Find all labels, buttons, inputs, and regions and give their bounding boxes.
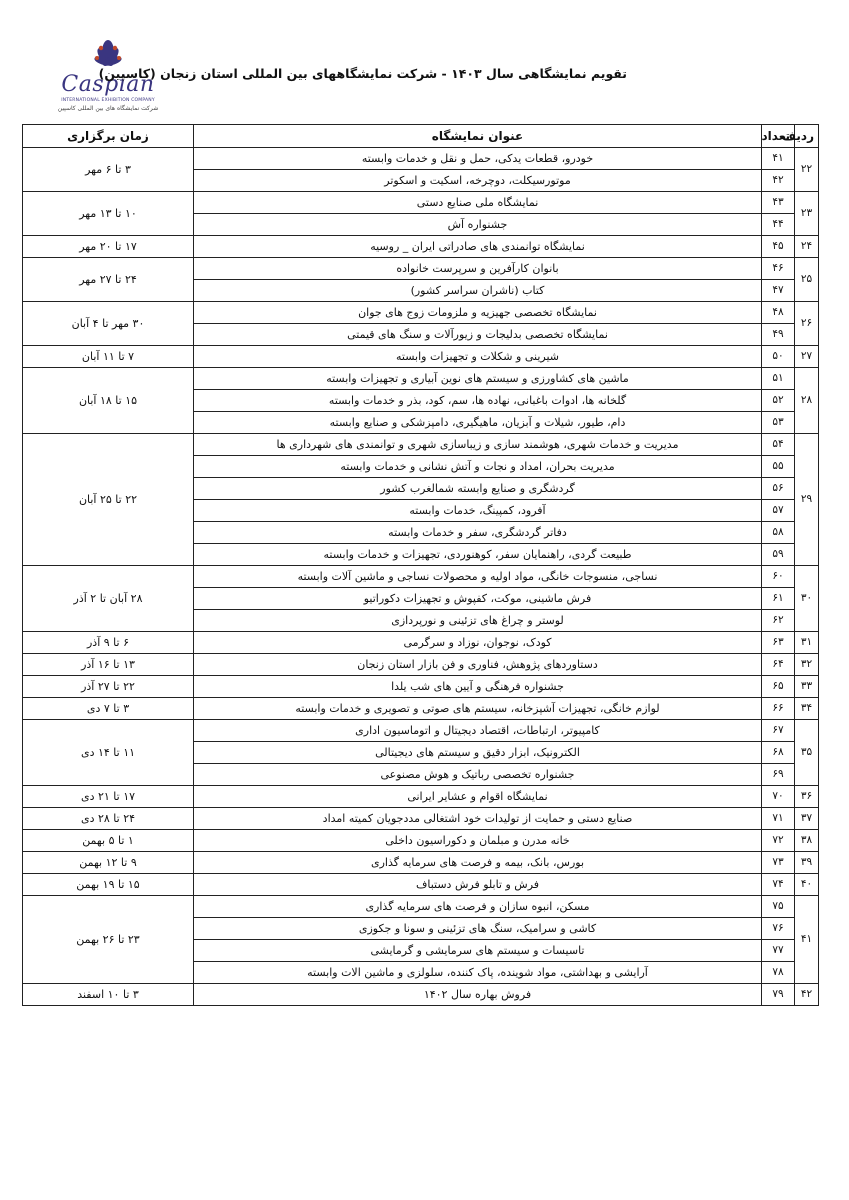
exhibition-title-cell: تاسیسات و سیستم های سرمایشی و گرمایشی — [194, 940, 762, 962]
row-number-cell: ۳۴ — [795, 698, 819, 720]
table-row — [23, 346, 819, 368]
header-row-number: ردیف — [795, 125, 819, 148]
table-row — [23, 676, 819, 698]
count-cell: ۶۷ — [762, 720, 795, 742]
exhibition-title-cell: نمایشگاه اقوام و عشایر ایرانی — [194, 786, 762, 808]
exhibition-title-cell: کامپیوتر، ارتباطات، اقتصاد دیجیتال و اتوماسیون اداری — [194, 720, 762, 742]
count-cell: ۷۴ — [762, 874, 795, 896]
exhibition-title-cell: نساجی، منسوجات خانگی، مواد اولیه و محصولات نساجی و ماشین آلات وابسته — [194, 566, 762, 588]
row-number-cell: ۲۲ — [795, 148, 819, 192]
date-cell: ۳ تا ۱۰ اسفند — [23, 984, 194, 1006]
count-cell: ۵۲ — [762, 390, 795, 412]
table-row — [23, 258, 819, 280]
count-cell: ۶۰ — [762, 566, 795, 588]
table-row — [23, 302, 819, 324]
exhibition-title-cell: مدیریت و خدمات شهری، هوشمند سازی و زیباسازی شهری و توانمندی های شهرداری ها — [194, 434, 762, 456]
date-cell: ۱۷ تا ۲۰ مهر — [23, 236, 194, 258]
exhibition-title-cell: کاشی و سرامیک، سنگ های تزئینی و سونا و جکوزی — [194, 918, 762, 940]
table-row — [23, 632, 819, 654]
exhibition-title-cell: فرش و تابلو فرش دستباف — [194, 874, 762, 896]
row-number-cell: ۳۵ — [795, 720, 819, 786]
date-cell: ۱۱ تا ۱۴ دی — [23, 720, 194, 786]
count-cell: ۴۲ — [762, 170, 795, 192]
row-number-cell: ۳۰ — [795, 566, 819, 632]
table-header-row — [23, 125, 819, 148]
count-cell: ۵۱ — [762, 368, 795, 390]
date-cell: ۱۵ تا ۱۹ بهمن — [23, 874, 194, 896]
count-cell: ۶۳ — [762, 632, 795, 654]
count-cell: ۵۹ — [762, 544, 795, 566]
row-number-cell: ۴۰ — [795, 874, 819, 896]
exhibition-title-cell: آفرود، کمپینگ، خدمات وابسته — [194, 500, 762, 522]
count-cell: ۷۳ — [762, 852, 795, 874]
exhibition-title-cell: دستاوردهای پژوهش، فناوری و فن بازار استان زنجان — [194, 654, 762, 676]
table-row — [23, 830, 819, 852]
table-row — [23, 192, 819, 214]
row-number-cell: ۳۸ — [795, 830, 819, 852]
count-cell: ۶۹ — [762, 764, 795, 786]
date-cell: ۱۳ تا ۱۶ آذر — [23, 654, 194, 676]
date-cell: ۲۳ تا ۲۶ بهمن — [23, 896, 194, 984]
logo-wordmark: Caspian — [61, 72, 155, 97]
count-cell: ۵۳ — [762, 412, 795, 434]
count-cell: ۷۱ — [762, 808, 795, 830]
table-row — [23, 874, 819, 896]
row-number-cell: ۲۹ — [795, 434, 819, 566]
exhibition-title-cell: نمایشگاه تخصصی جهیزیه و ملزومات زوج های جوان — [194, 302, 762, 324]
date-cell: ۲۴ تا ۲۷ مهر — [23, 258, 194, 302]
exhibition-title-cell: نمایشگاه توانمندی های صادراتی ایران _ روسیه — [194, 236, 762, 258]
count-cell: ۴۶ — [762, 258, 795, 280]
row-number-cell: ۲۵ — [795, 258, 819, 302]
row-number-cell: ۴۱ — [795, 896, 819, 984]
date-cell: ۷ تا ۱۱ آبان — [23, 346, 194, 368]
exhibition-title-cell: خانه مدرن و مبلمان و دکوراسیون داخلی — [194, 830, 762, 852]
table-row — [23, 808, 819, 830]
exhibition-title-cell: نمایشگاه ملی صنایع دستی — [194, 192, 762, 214]
exhibition-title-cell: دام، طیور، شیلات و آبزیان، ماهیگیری، دامپزشکی و صنایع وابسته — [194, 412, 762, 434]
count-cell: ۶۱ — [762, 588, 795, 610]
count-cell: ۶۵ — [762, 676, 795, 698]
exhibition-title-cell: جشنواره فرهنگی و آیین های شب یلدا — [194, 676, 762, 698]
table-row — [23, 434, 819, 456]
exhibition-title-cell: لوستر و چراغ های تزئینی و نورپردازی — [194, 610, 762, 632]
row-number-cell: ۳۷ — [795, 808, 819, 830]
count-cell: ۴۳ — [762, 192, 795, 214]
date-cell: ۲۸ آبان تا ۲ آذر — [23, 566, 194, 632]
count-cell: ۷۸ — [762, 962, 795, 984]
header-count: تعداد — [762, 125, 795, 148]
count-cell: ۶۲ — [762, 610, 795, 632]
count-cell: ۴۴ — [762, 214, 795, 236]
count-cell: ۷۶ — [762, 918, 795, 940]
date-cell: ۳ تا ۶ مهر — [23, 148, 194, 192]
count-cell: ۴۸ — [762, 302, 795, 324]
exhibition-title-cell: بانوان کارآفرین و سرپرست خانواده — [194, 258, 762, 280]
count-cell: ۴۹ — [762, 324, 795, 346]
table-row — [23, 852, 819, 874]
table-row — [23, 236, 819, 258]
date-cell: ۱۰ تا ۱۳ مهر — [23, 192, 194, 236]
table-row — [23, 786, 819, 808]
date-cell: ۱۵ تا ۱۸ آبان — [23, 368, 194, 434]
row-number-cell: ۳۲ — [795, 654, 819, 676]
row-number-cell: ۲۶ — [795, 302, 819, 346]
count-cell: ۷۲ — [762, 830, 795, 852]
count-cell: ۶۸ — [762, 742, 795, 764]
row-number-cell: ۲۸ — [795, 368, 819, 434]
date-cell: ۱ تا ۵ بهمن — [23, 830, 194, 852]
exhibition-title-cell: دفاتر گردشگری، سفر و خدمات وابسته — [194, 522, 762, 544]
exhibition-title-cell: جشنواره تخصصی رباتیک و هوش مصنوعی — [194, 764, 762, 786]
exhibition-title-cell: آرایشی و بهداشتی، مواد شوینده، پاک کننده، سلولزی و ماشین الات وابسته — [194, 962, 762, 984]
count-cell: ۵۰ — [762, 346, 795, 368]
header-date: زمان برگزاری — [23, 125, 194, 148]
exhibition-calendar-table — [22, 124, 819, 1006]
table-row — [23, 566, 819, 588]
page-title: تقویم نمایشگاهی سال ۱۴۰۳ - شرکت نمایشگاههای بین المللی استان زنجان (کاسپین) — [98, 66, 627, 81]
exhibition-title-cell: گلخانه ها، ادوات باغبانی، نهاده ها، سم، کود، بذر و خدمات وابسته — [194, 390, 762, 412]
count-cell: ۷۰ — [762, 786, 795, 808]
logo-subtitle-fa: شرکت نمایشگاه های بین المللی کاسپین — [57, 105, 159, 112]
row-number-cell: ۳۱ — [795, 632, 819, 654]
exhibition-title-cell: ماشین های کشاورزی و سیستم های نوین آبیاری و تجهیزات وابسته — [194, 368, 762, 390]
table-row — [23, 654, 819, 676]
date-cell: ۲۲ تا ۲۷ آذر — [23, 676, 194, 698]
exhibition-title-cell: کتاب (ناشران سراسر کشور) — [194, 280, 762, 302]
count-cell: ۶۴ — [762, 654, 795, 676]
table-row — [23, 368, 819, 390]
exhibition-title-cell: مدیریت بحران، امداد و نجات و آتش نشانی و خدمات وابسته — [194, 456, 762, 478]
table-body — [23, 148, 819, 1006]
table-row — [23, 148, 819, 170]
exhibition-title-cell: خودرو، قطعات یدکی، حمل و نقل و خدمات وابسته — [194, 148, 762, 170]
count-cell: ۴۷ — [762, 280, 795, 302]
row-number-cell: ۲۳ — [795, 192, 819, 236]
count-cell: ۴۱ — [762, 148, 795, 170]
date-cell: ۹ تا ۱۲ بهمن — [23, 852, 194, 874]
exhibition-title-cell: بورس، بانک، بیمه و فرصت های سرمایه گذاری — [194, 852, 762, 874]
row-number-cell: ۴۲ — [795, 984, 819, 1006]
exhibition-title-cell: صنایع دستی و حمایت از تولیدات خود اشتغالی مددجویان کمیته امداد — [194, 808, 762, 830]
exhibition-title-cell: کودک، نوجوان، نوزاد و سرگرمی — [194, 632, 762, 654]
count-cell: ۴۵ — [762, 236, 795, 258]
exhibition-title-cell: موتورسیکلت، دوچرخه، اسکیت و اسکوتر — [194, 170, 762, 192]
table-row — [23, 720, 819, 742]
exhibition-title-cell: لوازم خانگی، تجهیزات آشپزخانه، سیستم های صوتی و تصویری و خدمات وابسته — [194, 698, 762, 720]
table-row — [23, 896, 819, 918]
table-row — [23, 698, 819, 720]
count-cell: ۵۸ — [762, 522, 795, 544]
row-number-cell: ۳۹ — [795, 852, 819, 874]
header-exhibition-title: عنوان نمایشگاه — [194, 125, 762, 148]
date-cell: ۳۰ مهر تا ۴ آبان — [23, 302, 194, 346]
count-cell: ۷۷ — [762, 940, 795, 962]
exhibition-title-cell: جشنواره آش — [194, 214, 762, 236]
count-cell: ۵۵ — [762, 456, 795, 478]
date-cell: ۱۷ تا ۲۱ دی — [23, 786, 194, 808]
date-cell: ۲۲ تا ۲۵ آبان — [23, 434, 194, 566]
row-number-cell: ۲۷ — [795, 346, 819, 368]
count-cell: ۶۶ — [762, 698, 795, 720]
exhibition-title-cell: مسکن، انبوه سازان و فرصت های سرمایه گذاری — [194, 896, 762, 918]
logo-subtitle-en: INTERNATIONAL EXHIBITION COMPANY — [61, 98, 155, 103]
row-number-cell: ۳۶ — [795, 786, 819, 808]
row-number-cell: ۲۴ — [795, 236, 819, 258]
count-cell: ۷۵ — [762, 896, 795, 918]
exhibition-title-cell: فرش ماشینی، موکت، کفپوش و تجهیزات دکوراتیو — [194, 588, 762, 610]
table-row — [23, 984, 819, 1006]
date-cell: ۲۴ تا ۲۸ دی — [23, 808, 194, 830]
date-cell: ۳ تا ۷ دی — [23, 698, 194, 720]
row-number-cell: ۳۳ — [795, 676, 819, 698]
date-cell: ۶ تا ۹ آذر — [23, 632, 194, 654]
exhibition-title-cell: شیرینی و شکلات و تجهیزات وابسته — [194, 346, 762, 368]
count-cell: ۵۷ — [762, 500, 795, 522]
count-cell: ۷۹ — [762, 984, 795, 1006]
count-cell: ۵۶ — [762, 478, 795, 500]
count-cell: ۵۴ — [762, 434, 795, 456]
exhibition-title-cell: نمایشگاه تخصصی بدلیجات و زیورآلات و سنگ های قیمتی — [194, 324, 762, 346]
exhibition-title-cell: فروش بهاره سال ۱۴۰۲ — [194, 984, 762, 1006]
exhibition-title-cell: الکترونیک، ابزار دقیق و سیستم های دیجیتالی — [194, 742, 762, 764]
exhibition-title-cell: طبیعت گردی، راهنمایان سفر، کوهنوردی، تجهیزات و خدمات وابسته — [194, 544, 762, 566]
exhibition-title-cell: گردشگری و صنایع وابسته شمالغرب کشور — [194, 478, 762, 500]
